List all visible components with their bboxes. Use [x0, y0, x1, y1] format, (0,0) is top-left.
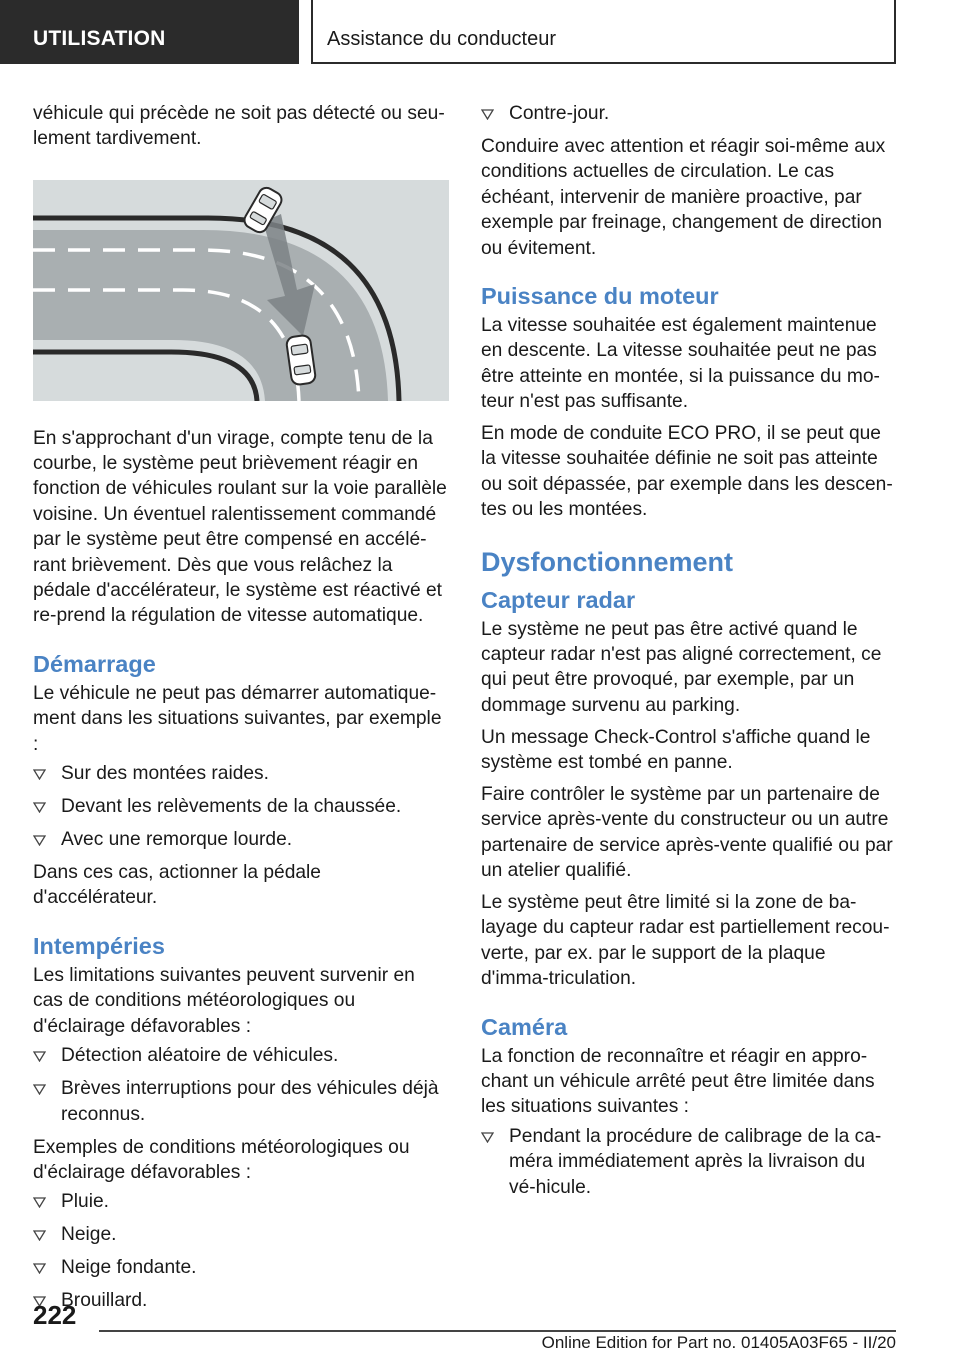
capteur-p2: Un message Check-Control s'affiche quand le système est tombé en panne. [481, 726, 871, 774]
list-item: Neige. [33, 1222, 449, 1247]
list-item: Détection aléatoire de véhicules. [33, 1043, 449, 1068]
list-item: Pendant la procédure de calibrage de la ca-méra immédiatement après la livraison du vé-hicule. [481, 1124, 897, 1200]
triangle-bullet-icon [33, 835, 46, 846]
left-column [33, 101, 449, 1321]
puissance-p1: La vitesse souhaitée est également maintenue en descente. La vitesse souhaitée peut ne pas être atteinte en montée, si la puissance du mo-teur n'est pas suffisante. [481, 315, 880, 413]
triangle-bullet-icon [33, 1051, 46, 1062]
triangle-bullet-icon [33, 1263, 46, 1274]
conduire-paragraph: Conduire avec attention et réagir soi-même aux conditions actuelles de circulation. Le cas échéant, intervenir de manière proactive, par exemple par freinage, changement de direction ou évitement. [481, 136, 886, 259]
heading-capteur-radar: Capteur radar [481, 586, 636, 613]
curve-illustration [33, 180, 449, 401]
list-item: Avec une remorque lourde. [33, 827, 449, 852]
intemperies-text: Les limitations suivantes peuvent survenir en cas de conditions météorologiques ou d'éclairage défavorables : [33, 964, 415, 1037]
heading-camera: Caméra [481, 1013, 568, 1040]
triangle-bullet-icon [481, 109, 494, 120]
chapter-tab [311, 0, 896, 64]
capteur-p3: Faire contrôler le système par un partenaire de service après-vente du constructeur ou un autre partenaire de service après-vente qualifié ou par un atelier qualifié. [481, 783, 893, 882]
intemperies-examples: Exemples de conditions météorologiques ou d'éclairage défavorables : [33, 1136, 410, 1183]
right-column [481, 101, 897, 1208]
contre-jour-list [481, 101, 897, 126]
intro-paragraph: véhicule qui précède ne soit pas détecté ou seu-lement tardivement. [33, 103, 445, 150]
capteur-p4: Le système peut être limité si la zone de ba-layage du capteur radar est partiellement recou-verte, par ex. par le support de la plaque d'imma-triculation. [481, 891, 890, 990]
triangle-bullet-icon [33, 769, 46, 780]
intemperies-list [33, 1043, 449, 1127]
weather-list [33, 1189, 449, 1313]
heading-demarrage: Démarrage [33, 650, 156, 677]
list-item: Devant les relèvements de la chaussée. [33, 794, 449, 819]
list-item: Brèves interruptions pour des véhicules déjà reconnus. [33, 1076, 449, 1127]
footer-edition: Online Edition for Part no. 01405A03F65 - II/20 [541, 1333, 896, 1352]
triangle-bullet-icon [481, 1132, 494, 1143]
demarrage-after: Dans ces cas, actionner la pédale d'accélérateur. [33, 862, 321, 909]
capteur-p1: Le système ne peut pas être activé quand le capteur radar n'est pas aligné correctement, ce qui peut être provoqué, par exemple, par un dommage survenu au parking. [481, 618, 882, 716]
page-number: 222 [33, 1300, 77, 1330]
demarrage-text: Le véhicule ne peut pas démarrer automatique-ment dans les situations suivantes, par exemple : [33, 682, 442, 755]
camera-list [481, 1124, 897, 1200]
heading-intemperies: Intempéries [33, 932, 165, 959]
list-item: Neige fondante. [33, 1255, 449, 1280]
triangle-bullet-icon [33, 1197, 46, 1208]
section-title: UTILISATION [33, 27, 166, 50]
triangle-bullet-icon [33, 1084, 46, 1095]
triangle-bullet-icon [33, 802, 46, 813]
demarrage-list [33, 761, 449, 852]
heading-dysfonctionnement: Dysfonctionnement [481, 546, 734, 577]
caption-paragraph: En s'approchant d'un virage, compte tenu de la courbe, le système peut brièvement réagir en fonction de véhicules roulant sur la voie parallèle voisine. Un éventuel ralentissement commandé par le système peut être compensé en accélé-rant brièvement. Dès que vous relâchez la pédale d'accélérateur, le système est réactivé et re-prend la régulation de vitesse automatique. [33, 427, 447, 627]
list-item: Contre-jour. [481, 101, 897, 126]
list-item: Pluie. [33, 1189, 449, 1214]
section-tab [0, 0, 299, 64]
list-item: Sur des montées raides. [33, 761, 449, 786]
footer-divider [99, 1330, 896, 1332]
chapter-title: Assistance du conducteur [327, 28, 557, 50]
puissance-p2: En mode de conduite ECO PRO, il se peut que la vitesse souhaitée définie ne soit pas atteinte ou soit dépassée, par exemple dans les descen-tes ou les montées. [481, 423, 893, 521]
triangle-bullet-icon [33, 1230, 46, 1241]
camera-text: La fonction de reconnaître et réagir en appro-chant un véhicule arrêté peut être limitée dans les situations suivantes : [481, 1045, 875, 1118]
list-item: Brouillard. [33, 1288, 449, 1313]
heading-puissance: Puissance du moteur [481, 283, 719, 310]
